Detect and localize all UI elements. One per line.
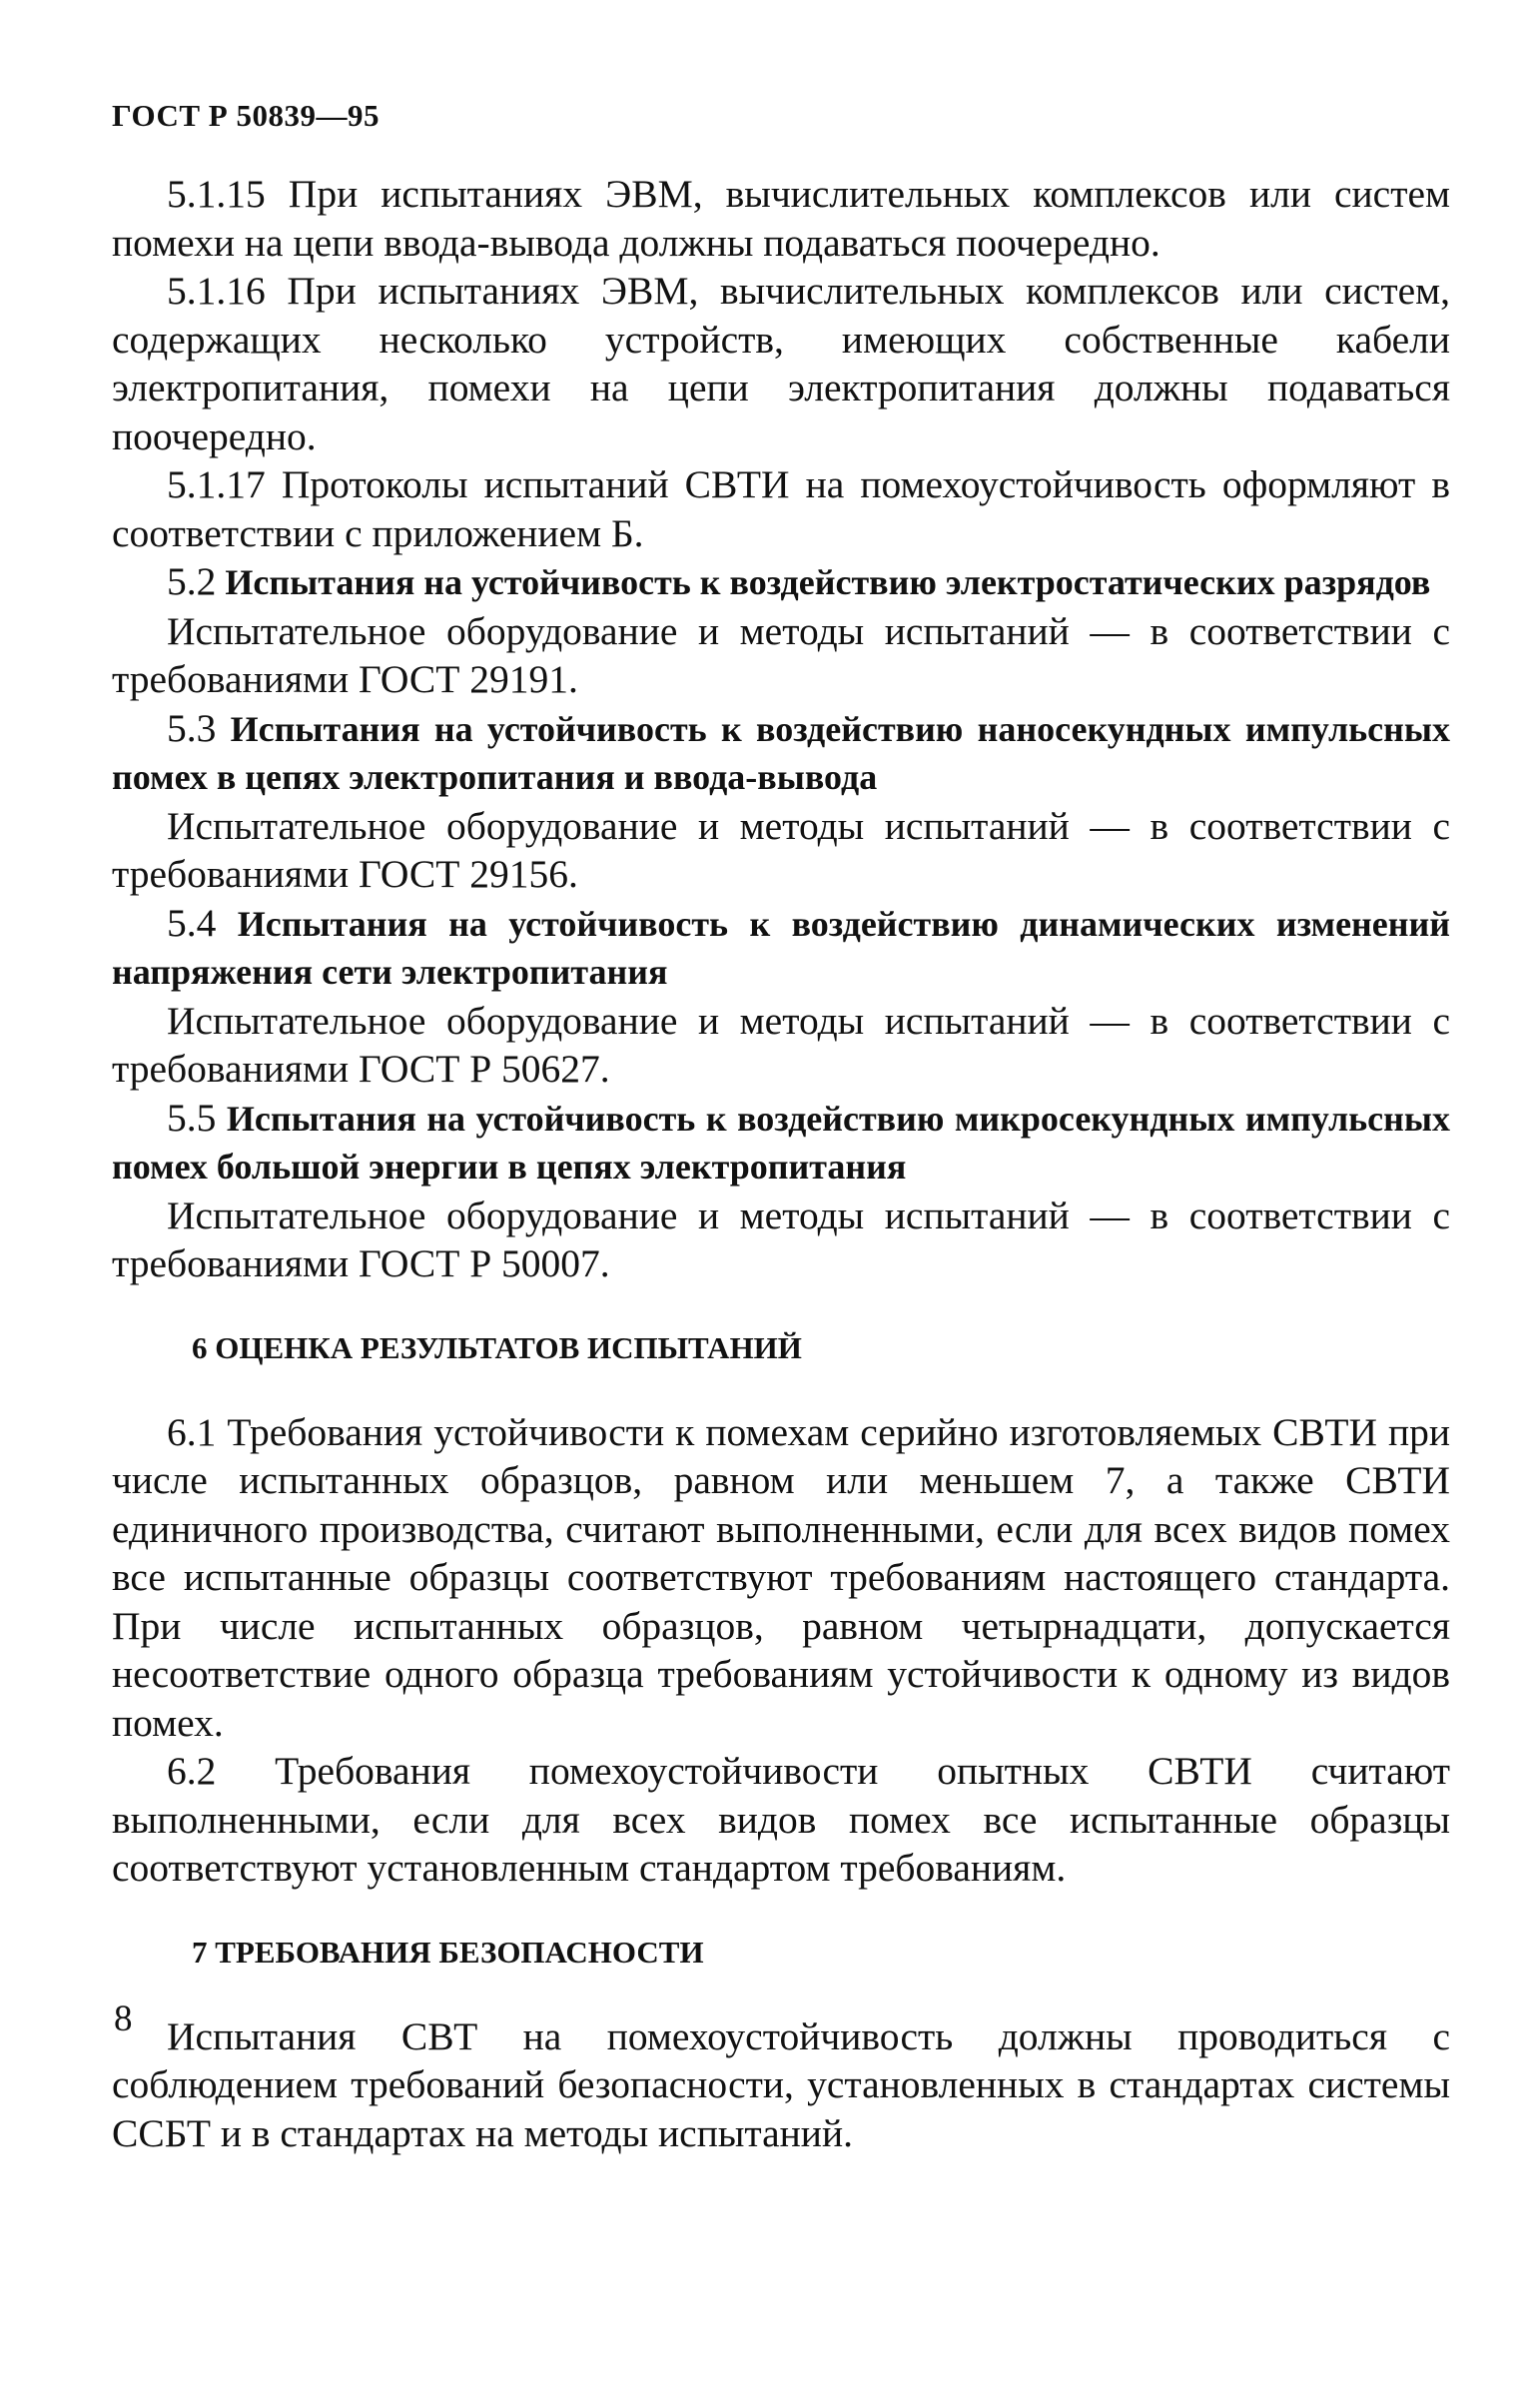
section-6-heading: 6 ОЦЕНКА РЕЗУЛЬТАТОВ ИСПЫТАНИЙ: [192, 1329, 802, 1365]
section-7-text: Испытания СВТ на помехоустойчивость должны проводиться с соблюдением требований безопасности, установленных в стандартах системы ССБТ и в стандартах на методы испытаний.: [112, 2013, 1450, 2155]
clause-5-3-text: Испытательное оборудование и методы испытаний — в соответствии с требованиями ГОСТ 29156.: [112, 803, 1450, 896]
clause-5-2-number: 5.2: [167, 559, 217, 603]
clause-6-1: 6.1 Требования устойчивости к помехам серийно изготовляемых СВТИ при числе испытанных образцов, равном или меньшем 7, а также СВТИ единичного производства, считают выполненными, если для всех видов помех все испытанные образцы соответствуют требованиям настоящего стандарта. При числе испытанных образцов, равном четырнадцати, допускается несоответствие одного образца требованиям устойчивости к одному из видов помех.: [112, 1409, 1450, 1745]
clause-5-3-title: [112, 704, 1450, 802]
clause-5-2-heading: Испытания на устойчивость к воздействию электростатических разрядов: [225, 562, 1431, 602]
clause-5-3-number: 5.3: [167, 705, 217, 750]
clause-5-5-title: [112, 1094, 1450, 1192]
clause-5-4-heading: Испытания на устойчивость к воздействию динамических изменений напряжения сети электропитания: [112, 903, 1451, 992]
clause-5-5-heading: Испытания на устойчивость к воздействию микросекундных импульсных помех большой энергии в цепях электропитания: [112, 1098, 1451, 1187]
clause-5-2-title: [112, 557, 1450, 607]
document-body: [112, 170, 1450, 2157]
clause-6-2: 6.2 Требования помехоустойчивости опытных СВТИ считают выполненными, если для всех видов помех все испытанные образцы соответствуют установленным стандартом требованиям.: [112, 1749, 1450, 1890]
clause-5-1-17: 5.1.17 Протоколы испытаний СВТИ на помехоустойчивость оформляют в соответствии с приложением Б.: [112, 462, 1450, 555]
section-7-heading: 7 ТРЕБОВАНИЯ БЕЗОПАСНОСТИ: [192, 1934, 704, 1970]
clause-5-1-15: 5.1.15 При испытаниях ЭВМ, вычислительных комплексов или систем помехи на цепи ввода-вывода должны подаваться поочередно.: [112, 172, 1450, 265]
clause-5-4-title: [112, 899, 1450, 997]
page-number: 8: [114, 1998, 133, 2039]
clause-5-5-text: Испытательное оборудование и методы испытаний — в соответствии с требованиями ГОСТ Р 50007.: [112, 1193, 1450, 1285]
clause-5-4-number: 5.4: [167, 900, 217, 945]
clause-5-1-16: 5.1.16 При испытаниях ЭВМ, вычислительных комплексов или систем, содержащих несколько устройств, имеющих собственные кабели электропитания, помехи на цепи электропитания должны подаваться поочередно.: [112, 269, 1450, 458]
clause-5-3-heading: Испытания на устойчивость к воздействию наносекундных импульсных помех в цепях электропитания и ввода-вывода: [112, 708, 1450, 797]
document-header: ГОСТ Р 50839—95: [112, 98, 380, 133]
clause-5-4-text: Испытательное оборудование и методы испытаний — в соответствии с требованиями ГОСТ Р 50627.: [112, 998, 1450, 1091]
clause-5-2-text: Испытательное оборудование и методы испытаний — в соответствии с требованиями ГОСТ 29191.: [112, 608, 1450, 701]
clause-5-5-number: 5.5: [167, 1095, 217, 1140]
